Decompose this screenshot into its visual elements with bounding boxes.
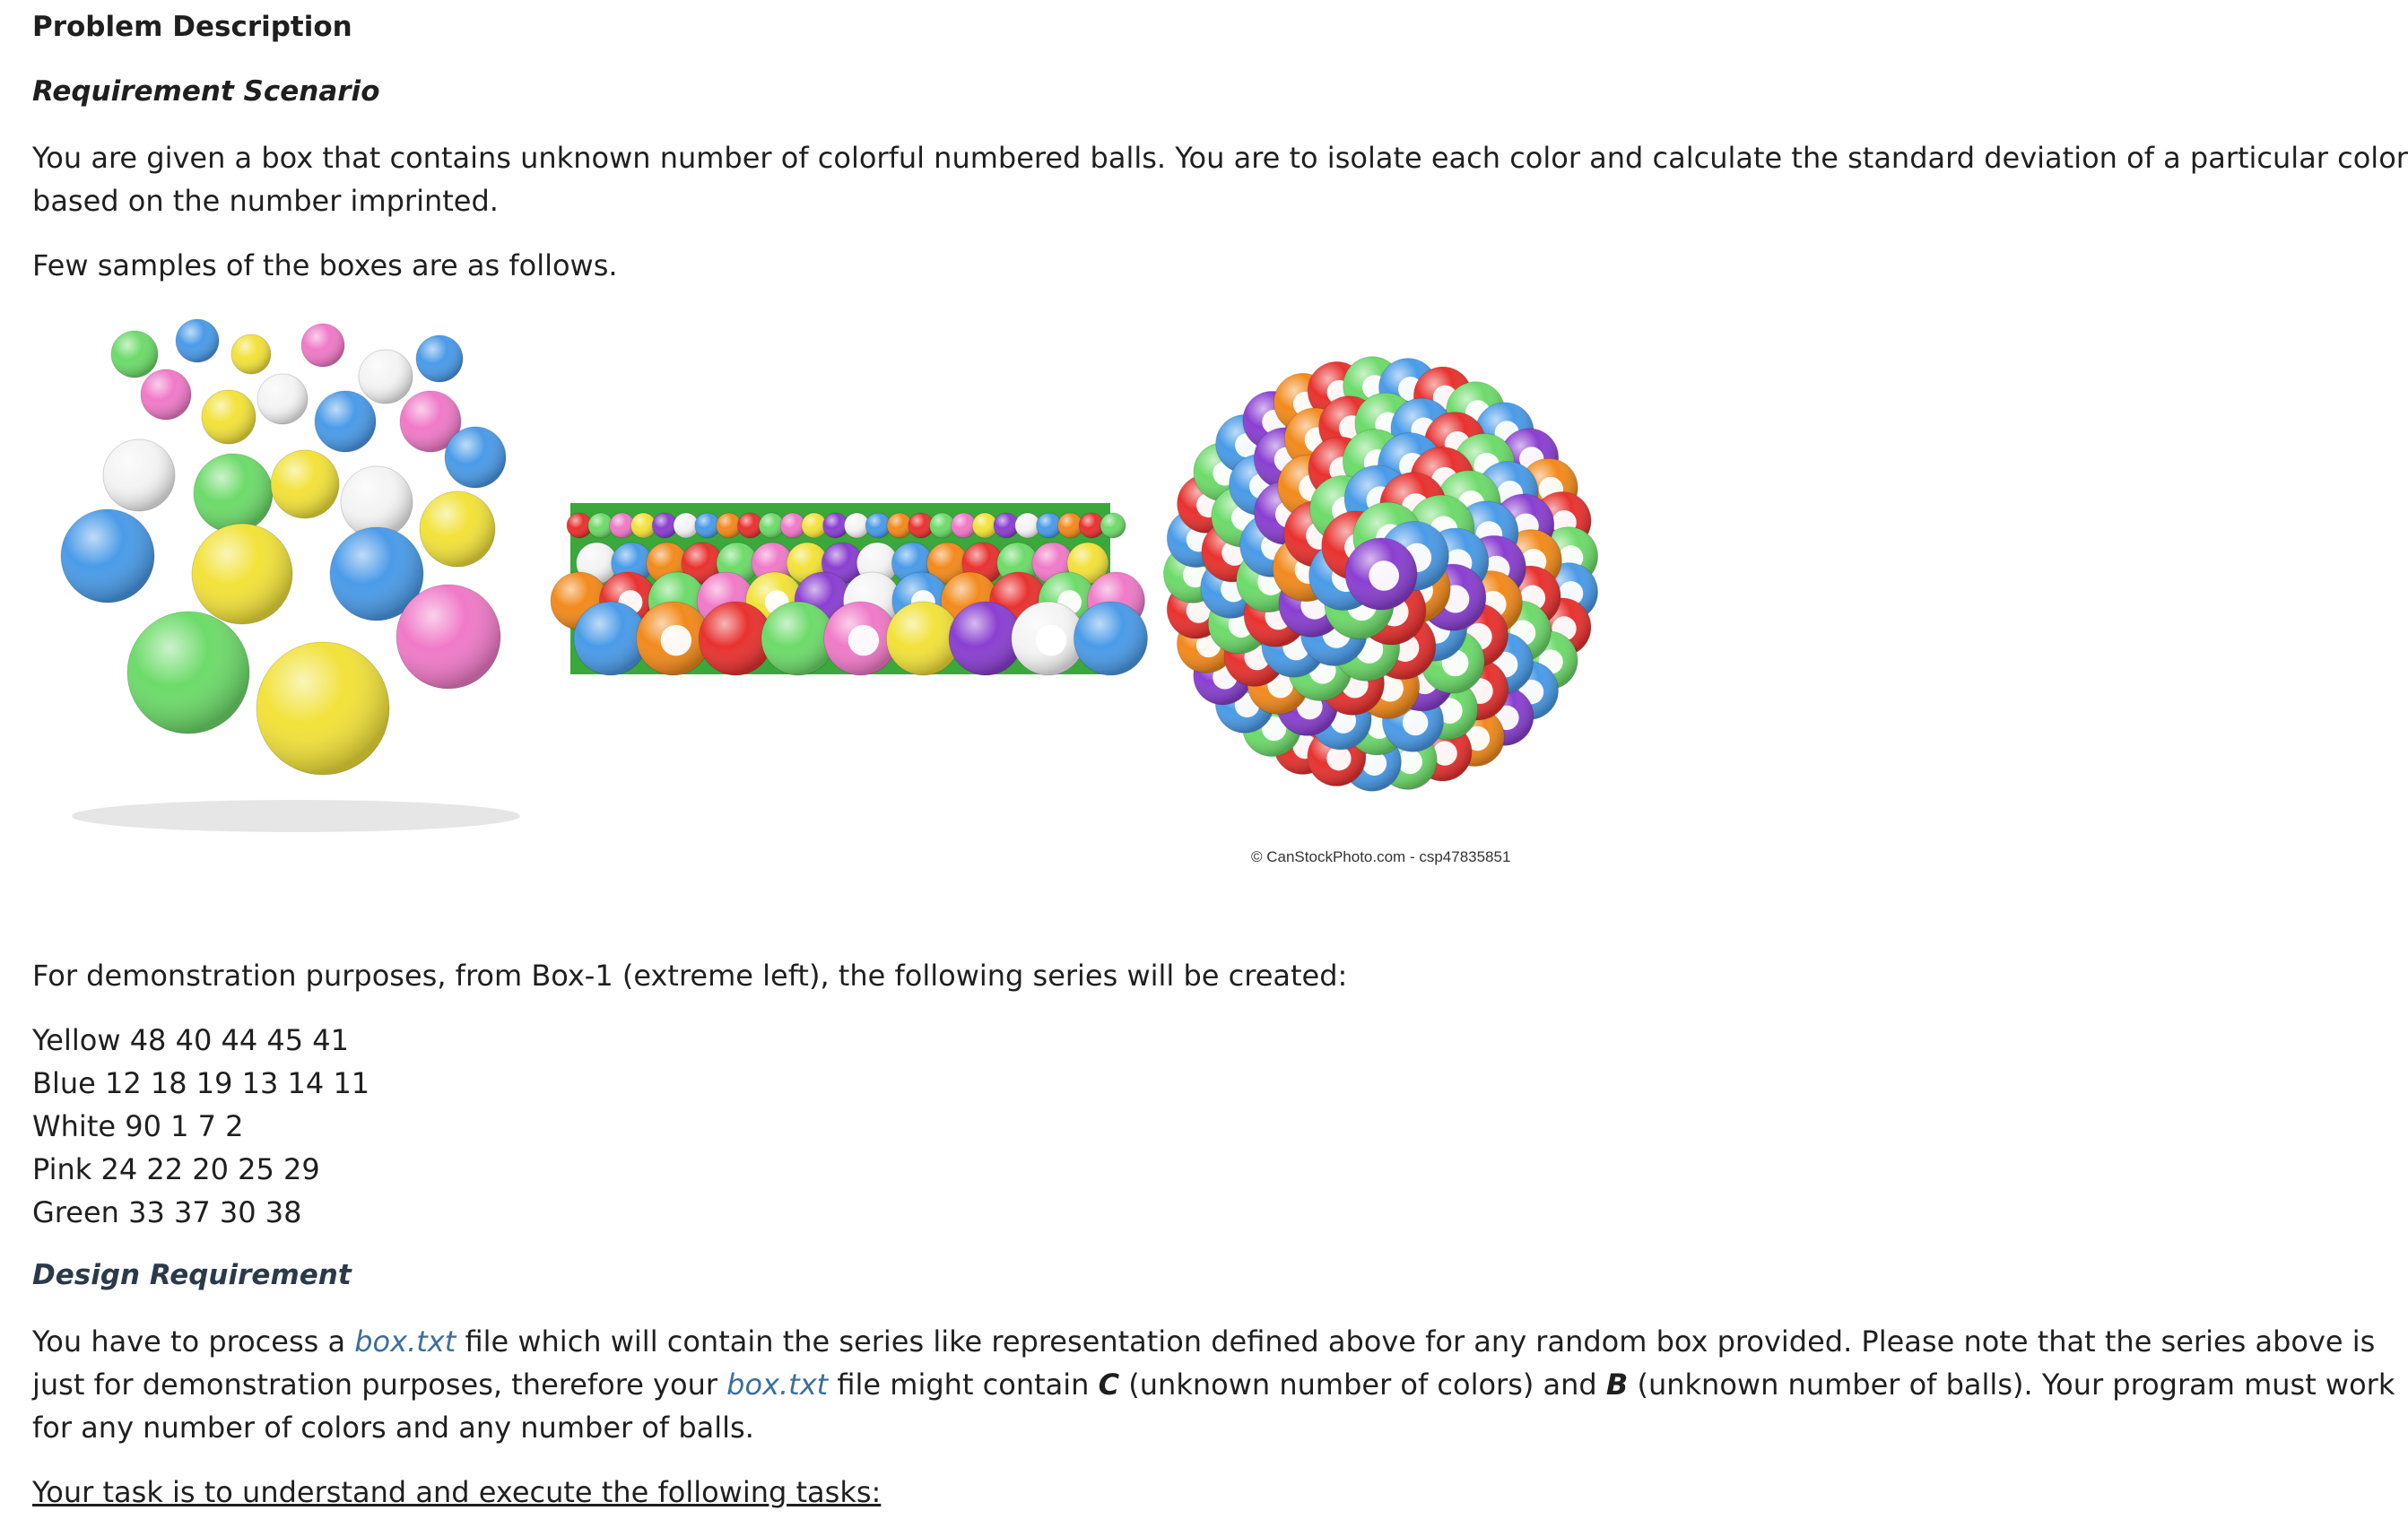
task-instruction: Your task is to understand and execute the following tasks:: [32, 1475, 882, 1509]
design-text: (unknown number of balls). Your program must work: [1628, 1367, 2395, 1402]
ball-shading: [315, 391, 376, 452]
ball-shading: [194, 454, 273, 533]
ball-number-disc: [661, 625, 691, 655]
scenario-paragraph: [32, 136, 2408, 222]
ball-shading: [176, 319, 219, 362]
design-text: file might contain: [828, 1367, 1099, 1402]
box-3-credit: © CanStockPhoto.com - csp47835851: [1251, 848, 1511, 865]
ball-shading: [111, 331, 158, 378]
ball-shading: [1074, 602, 1147, 675]
ball-shading: [396, 585, 500, 689]
ball-shading: [416, 335, 463, 382]
design-line-1: [32, 1320, 2395, 1363]
box-txt-link[interactable]: box.txt: [726, 1367, 829, 1402]
variable-c: C: [1098, 1367, 1120, 1402]
demo-intro: For demonstration purposes, from Box-1 (extreme left), the following series will be created:: [32, 959, 1348, 993]
ball-shading: [127, 612, 249, 734]
design-text: (unknown number of colors) and: [1119, 1367, 1606, 1402]
samples-intro: Few samples of the boxes are as follows.: [32, 248, 618, 282]
design-text: just for demonstration purposes, therefore your: [32, 1367, 727, 1402]
ball-number-disc: [1036, 625, 1066, 655]
box-1-image: [54, 314, 538, 843]
ball-shading: [61, 509, 154, 603]
ball-shading: [1100, 513, 1126, 538]
series-pink: Pink 24 22 20 25 29: [32, 1152, 320, 1186]
ball-number-disc: [1403, 710, 1429, 736]
ball-shading: [445, 427, 506, 488]
ball-shading: [231, 334, 271, 374]
ball-shading: [420, 491, 495, 567]
ball-shading: [301, 324, 344, 367]
scenario-line-1: You are given a box that contains unknown number of colorful numbered balls. You are to isolate each color and calculate the standard deviation of a particular color: [32, 141, 2408, 175]
ball-shading: [359, 350, 413, 404]
series-blue: Blue 12 18 19 13 14 11: [32, 1066, 370, 1100]
design-line-3: for any number of colors and any number of balls.: [32, 1411, 754, 1445]
design-line-2: [32, 1363, 2395, 1406]
design-text: You have to process a: [32, 1324, 355, 1359]
ball-shading: [202, 390, 256, 444]
ball-shading: [257, 374, 308, 424]
ball-number-disc: [848, 625, 879, 655]
design-paragraph: [32, 1320, 2395, 1449]
series-green: Green 33 37 30 38: [32, 1195, 302, 1229]
box-txt-link[interactable]: box.txt: [354, 1324, 456, 1359]
ball-shading: [192, 524, 292, 624]
box-3-image: [1139, 332, 1623, 825]
scenario-line-2: based on the number imprinted.: [32, 184, 499, 218]
ball-number-disc: [1369, 560, 1399, 591]
series-white: White 90 1 7 2: [32, 1109, 244, 1143]
ball-shading: [256, 642, 389, 775]
ball-shading: [103, 439, 175, 511]
design-text: file which will contain the series like representation defined above for any random box provided. Please note that the series above is: [456, 1324, 2376, 1359]
heading-problem-description: Problem Description: [32, 11, 352, 43]
box-2-image: [570, 503, 1110, 674]
series-yellow: Yellow 48 40 44 45 41: [32, 1023, 349, 1057]
ball-shading: [141, 369, 191, 420]
series-list: [32, 1019, 369, 1234]
ball-shading: [271, 450, 339, 518]
variable-b: B: [1605, 1367, 1629, 1402]
heading-requirement-scenario: Requirement Scenario: [32, 75, 380, 108]
heading-design-requirement: Design Requirement: [32, 1259, 352, 1291]
